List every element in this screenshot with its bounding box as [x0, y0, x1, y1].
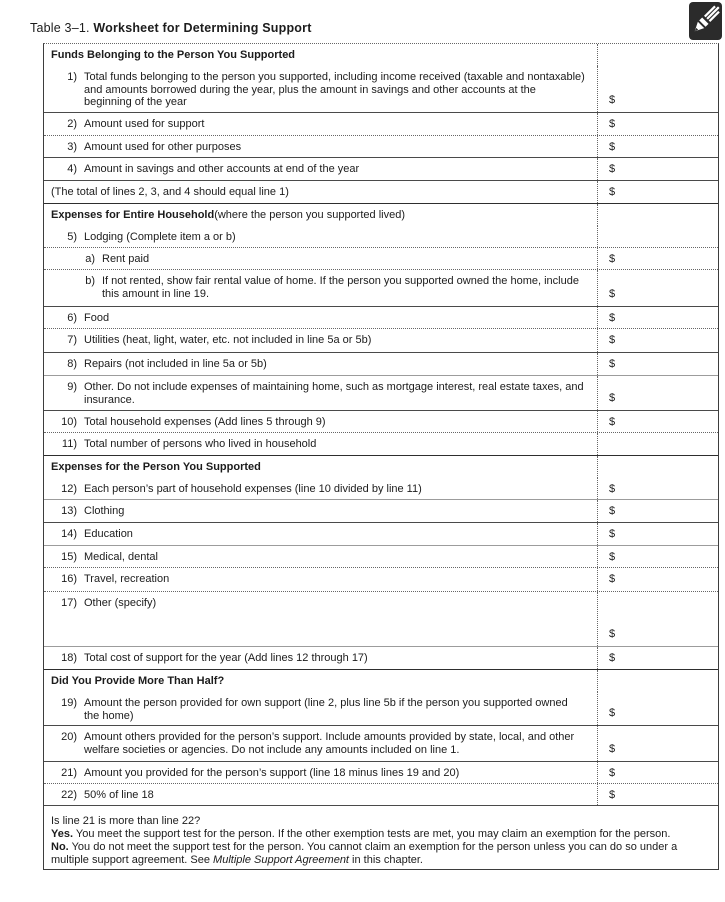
row-label: Other. Do not include expenses of maintaining home, such as mortgage interest, real estate taxes, and insurance.	[84, 381, 584, 406]
amount-cell	[597, 647, 718, 669]
amount-cell	[597, 44, 718, 66]
row-number: 22)	[61, 789, 77, 801]
row-number: 5)	[67, 231, 77, 243]
dollar-sign: $	[609, 505, 616, 517]
amount-cell	[597, 158, 718, 180]
amount-cell	[597, 136, 718, 157]
table-row-17	[44, 592, 718, 647]
table-row-8	[44, 353, 718, 376]
row-number: 20)	[61, 731, 77, 743]
table-row-12	[44, 478, 718, 500]
row-label: 50% of line 18	[84, 789, 154, 801]
row-label-cell	[44, 66, 597, 112]
table-row-7	[44, 329, 718, 353]
amount-cell	[597, 456, 718, 478]
table-row-16	[44, 568, 718, 592]
dollar-sign: $	[609, 652, 616, 664]
row-number: b)	[85, 275, 95, 287]
dollar-sign: $	[609, 141, 616, 153]
section-title	[44, 670, 597, 692]
table-row-20	[44, 726, 718, 762]
table-row-3	[44, 136, 718, 158]
amount-cell	[597, 376, 718, 410]
dollar-sign: $	[609, 483, 616, 495]
row-number: 1)	[67, 71, 77, 83]
row-number: 19)	[61, 697, 77, 709]
amount-cell	[597, 307, 718, 328]
amount-cell	[597, 270, 718, 306]
dollar-sign: $	[609, 334, 616, 346]
row-label-cell	[44, 353, 597, 375]
table-row-14	[44, 523, 718, 546]
dollar-sign: $	[609, 551, 616, 563]
dollar-sign: $	[609, 416, 616, 428]
dollar-sign: $	[609, 627, 616, 640]
row-number: 6)	[67, 312, 77, 324]
dollar-sign: $	[609, 93, 616, 106]
yes-label: Yes.	[51, 828, 74, 840]
row-label: Rent paid	[102, 253, 150, 265]
table-row-15	[44, 546, 718, 568]
row-number: 13)	[61, 505, 77, 517]
section-header-half	[44, 670, 718, 692]
amount-cell	[597, 478, 718, 499]
section-title-bold: Expenses for the Person You Supported	[51, 461, 261, 473]
row-label-cell	[44, 226, 597, 247]
row-number: 17)	[61, 597, 77, 609]
row-label: Other (specify)	[84, 597, 157, 609]
row-label: Repairs (not included in line 5a or 5b)	[84, 358, 267, 370]
row-label: (The total of lines 2, 3, and 4 should equal line 1)	[51, 186, 289, 198]
row-label-cell	[44, 478, 597, 499]
row-label-cell	[44, 329, 597, 352]
dollar-sign: $	[609, 767, 616, 779]
amount-cell	[597, 784, 718, 805]
row-number: 12)	[61, 483, 77, 495]
amount-cell	[597, 353, 718, 375]
row-label-cell	[44, 136, 597, 157]
dollar-sign: $	[609, 706, 616, 719]
row-number: 11)	[61, 438, 77, 450]
row-label: Total cost of support for the year (Add lines 12 through 17)	[84, 652, 368, 664]
row-label-cell	[44, 376, 597, 410]
row-label: Amount used for other purposes	[84, 141, 242, 153]
row-label-cell	[44, 433, 597, 455]
table-row-5b	[44, 270, 718, 307]
table-row-19	[44, 692, 718, 726]
row-label: Lodging (Complete item a or b)	[84, 231, 236, 243]
row-number: 16)	[61, 573, 77, 585]
page-title	[30, 21, 312, 35]
dollar-sign: $	[609, 573, 616, 585]
row-label-cell	[44, 411, 597, 432]
table-row-9	[44, 376, 718, 411]
amount-cell	[597, 500, 718, 522]
row-label-cell	[44, 546, 597, 567]
row-label-cell	[44, 270, 597, 306]
row-label-cell	[44, 158, 597, 180]
row-number: a)	[85, 253, 95, 265]
section-title-normal: (where the person you supported lived)	[214, 209, 405, 221]
pencil-icon	[689, 2, 722, 40]
dollar-sign: $	[609, 186, 616, 198]
row-label-cell	[44, 523, 597, 545]
footer-question: Is line 21 is more than line 22?	[51, 815, 201, 827]
dollar-sign: $	[609, 118, 616, 130]
table-row-22	[44, 784, 718, 806]
row-label: Total funds belonging to the person you supported, including income received (taxable and nontaxable) and amounts borrowed during the year, plus the amount in savings and other accounts at the beginning of the year	[84, 71, 585, 108]
row-label: Food	[84, 312, 110, 324]
row-label: Utilities (heat, light, water, etc. not included in line 5a or 5b)	[84, 334, 372, 346]
row-label: Amount in savings and other accounts at end of the year	[84, 163, 360, 175]
table-row-5	[44, 226, 718, 248]
row-number: 2)	[67, 118, 77, 130]
row-label-cell	[44, 762, 597, 783]
table-row-4	[44, 158, 718, 181]
amount-cell	[597, 726, 718, 761]
amount-cell	[597, 670, 718, 692]
row-label: Medical, dental	[84, 551, 158, 563]
row-number: 9)	[67, 381, 77, 393]
footer-note	[44, 806, 718, 869]
amount-cell	[597, 113, 718, 135]
no-italic-reference: Multiple Support Agreement	[213, 854, 349, 866]
dollar-sign: $	[609, 789, 616, 801]
dollar-sign: $	[609, 391, 616, 404]
table-row-2	[44, 113, 718, 136]
section-title-bold: Funds Belonging to the Person You Supported	[51, 49, 296, 61]
row-label-cell	[44, 248, 597, 269]
table-row-21	[44, 762, 718, 784]
row-label: Total household expenses (Add lines 5 through 9)	[84, 416, 326, 428]
amount-cell	[597, 411, 718, 432]
row-number: 8)	[67, 358, 77, 370]
row-label-cell	[44, 307, 597, 328]
row-label-cell	[44, 113, 597, 135]
section-header-funds	[44, 44, 718, 66]
row-label: Total number of persons who lived in household	[84, 438, 317, 450]
section-title	[44, 456, 597, 478]
section-title	[44, 44, 597, 66]
dollar-sign: $	[609, 253, 616, 265]
amount-cell	[597, 433, 718, 455]
dollar-sign: $	[609, 528, 616, 540]
table-row-11	[44, 433, 718, 456]
section-header-household	[44, 204, 718, 226]
row-number: 14)	[61, 528, 77, 540]
no-label: No.	[51, 841, 69, 853]
row-label-cell	[44, 692, 597, 725]
amount-cell	[597, 248, 718, 269]
row-label-cell	[44, 500, 597, 522]
section-title-bold: Did You Provide More Than Half?	[51, 675, 225, 687]
row-number: 10)	[61, 416, 77, 428]
section-header-person	[44, 456, 718, 478]
amount-cell	[597, 329, 718, 352]
amount-cell	[597, 181, 718, 203]
amount-cell	[597, 66, 718, 112]
row-number: 3)	[67, 141, 77, 153]
amount-cell	[597, 762, 718, 783]
row-label: Amount used for support	[84, 118, 205, 130]
row-label-cell	[44, 647, 597, 669]
row-label-cell	[44, 181, 597, 203]
row-label: Each person’s part of household expenses (line 10 divided by line 11)	[84, 483, 422, 495]
table-row-13	[44, 500, 718, 523]
row-label: Clothing	[84, 505, 125, 517]
footer-no-line: No. You do not meet the support test for the person. You cannot claim an exemption for the person unless you can do so under a multiple support agreement. See Multiple Support Agreement in this chapter.	[51, 841, 678, 866]
amount-cell	[597, 523, 718, 545]
dollar-sign: $	[609, 742, 616, 755]
table-row-10	[44, 411, 718, 433]
section-title	[44, 204, 597, 226]
table-row-1	[44, 66, 718, 113]
dollar-sign: $	[609, 287, 616, 300]
row-label: If not rented, show fair rental value of home. If the person you supported owned the home, include this amount in line 19.	[102, 275, 579, 300]
row-label: Amount the person provided for own support (line 2, plus line 5b if the person you supported owned the home)	[84, 697, 568, 722]
row-number: 18)	[61, 652, 77, 664]
row-label: Amount others provided for the person’s support. Include amounts provided by state, local, and other welfare societies or agencies. Do not include any amounts included on line 1.	[84, 731, 575, 756]
row-label-cell	[44, 726, 597, 761]
dollar-sign: $	[609, 163, 616, 175]
row-label: Travel, recreation	[84, 573, 170, 585]
title-main: Worksheet for Determining Support	[93, 21, 312, 35]
row-number: 15)	[61, 551, 77, 563]
amount-cell	[597, 204, 718, 226]
table-row-18	[44, 647, 718, 670]
table-row-5a	[44, 248, 718, 270]
row-label: Amount you provided for the person’s support (line 18 minus lines 19 and 20)	[84, 767, 460, 779]
dollar-sign: $	[609, 358, 616, 370]
amount-cell	[597, 592, 718, 646]
row-label-cell	[44, 568, 597, 591]
amount-cell	[597, 226, 718, 247]
amount-cell	[597, 692, 718, 725]
table-row-6	[44, 307, 718, 329]
row-number: 7)	[67, 334, 77, 346]
footer-yes-line: Yes. You meet the support test for the person. If the other exemption tests are met, you may claim an exemption for the person.	[51, 828, 671, 840]
amount-cell	[597, 546, 718, 567]
row-label-cell	[44, 784, 597, 805]
title-prefix: Table 3–1.	[30, 21, 90, 35]
row-label-cell	[44, 592, 597, 646]
row-number: 21)	[61, 767, 77, 779]
row-number: 4)	[67, 163, 77, 175]
row-label: Education	[84, 528, 133, 540]
support-worksheet-table	[43, 43, 719, 870]
table-row-total-note	[44, 181, 718, 204]
amount-cell	[597, 568, 718, 591]
dollar-sign: $	[609, 312, 616, 324]
section-title-bold: Expenses for Entire Household	[51, 209, 215, 221]
